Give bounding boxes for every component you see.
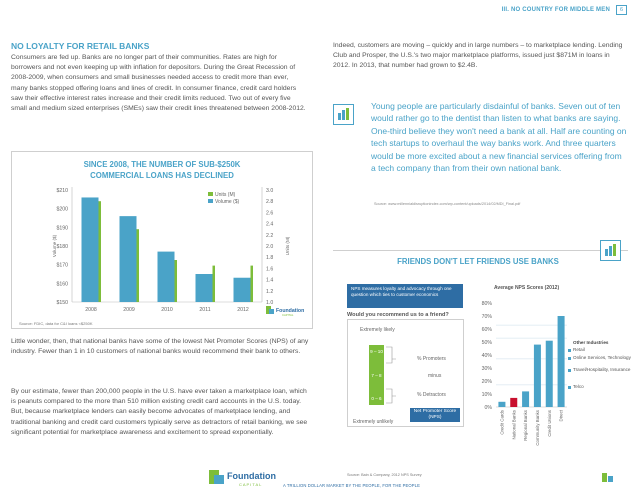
- band-promoters: 9 – 10: [370, 349, 383, 354]
- footer-logo: [209, 467, 276, 489]
- x-tick-label: Credit Cards: [499, 410, 505, 435]
- chart-brand-name: Foundation: [276, 308, 305, 314]
- friends-heading: FRIENDS DON'T LET FRIENDS USE BANKS: [397, 257, 559, 266]
- other-industries-label: Other Industries: [573, 340, 609, 345]
- x-tick-label: 2008: [85, 307, 97, 313]
- y-tick-label: 20%: [481, 379, 492, 385]
- extremely-likely-label: Extremely likely: [360, 327, 395, 333]
- volume-bar: [196, 274, 213, 302]
- y2-tick-label: 2.4: [266, 221, 274, 228]
- minus-label: minus: [428, 373, 442, 379]
- footer-brand-sub: CAPITAL: [239, 482, 263, 487]
- nps-question: Would you recommend us to a friend?: [347, 312, 449, 318]
- legend-volume-swatch: [208, 199, 213, 203]
- top-bar: [0, 0, 638, 22]
- x-tick-label: Credit Unions: [546, 410, 552, 437]
- extremely-unlikely-label: Extremely unlikely: [353, 419, 394, 425]
- units-bar: [137, 229, 140, 302]
- nps-bar-chart: [470, 283, 570, 463]
- nps-bar: [546, 341, 553, 407]
- nps-source: Source: Bain & Company, 2012 NPS Survey: [347, 473, 422, 477]
- y-axis-label: Volume ($): [52, 234, 57, 258]
- section-divider: [333, 250, 628, 251]
- ref-travel-label: Travel/Hospitality, Insurance: [568, 367, 631, 373]
- nps-bar: [522, 391, 529, 407]
- x-tick-label: Direct: [558, 410, 564, 422]
- y-tick-label: $180: [56, 244, 68, 250]
- y-tick-label: $170: [56, 262, 68, 269]
- legend-units-label: Units (M): [215, 192, 236, 198]
- nps-scale: [369, 345, 384, 405]
- nps-bar: [558, 316, 565, 407]
- detractors-label: % Detractors: [417, 392, 446, 398]
- y-tick-label: 80%: [481, 301, 492, 307]
- units-bar: [175, 260, 178, 302]
- y-tick-label: 0%: [484, 405, 492, 411]
- loans-chart-title-line1: SINCE 2008, THE NUMBER OF SUB-$250K: [83, 160, 241, 169]
- millennial-quote: Young people are particularly disdainful of banks. Seven out of ten would rather go to the dentist than listen to what banks are saying. One-third believe they won't need a bank at all. Half are counting on tech startups to overhaul the way banks work. And three quarters would be more excited about a new financial services offering from a tech company than from their own national bank.: [371, 101, 627, 174]
- y-tick-label: $200: [56, 206, 68, 213]
- page-number: 6: [616, 5, 627, 15]
- other-industries-legend: [568, 340, 631, 390]
- ref-telco-label: Telco: [568, 384, 631, 390]
- y-tick-label: 70%: [481, 314, 492, 320]
- y-tick-label: $210: [56, 188, 68, 194]
- section-heading: NO LOYALTY FOR RETAIL BANKS: [11, 41, 150, 51]
- y2-tick-label: 2.8: [266, 199, 274, 206]
- nps-bar: [534, 345, 541, 407]
- y2-tick-label: 2.0: [266, 244, 274, 250]
- quote-source: Source: www.millennialdisruptionindex.com/wp-content/uploads/2014/02/MDI_Final.pdf: [374, 202, 521, 206]
- volume-bar: [158, 252, 175, 302]
- y-tick-label: $160: [56, 281, 68, 288]
- x-tick-label: 2011: [199, 307, 211, 313]
- y2-tick-label: 3.0: [266, 188, 274, 194]
- nps-chart-title: Average NPS Scores (2012): [494, 285, 560, 291]
- y-tick-label: 10%: [481, 392, 492, 398]
- y-tick-label: 30%: [481, 366, 492, 372]
- y2-tick-label: 1.0: [266, 300, 274, 306]
- units-bar: [251, 266, 254, 302]
- chart-icon: [333, 104, 354, 125]
- y-tick-label: $150: [56, 300, 68, 306]
- y2-tick-label: 1.4: [266, 277, 274, 284]
- estimate-paragraph: By our estimate, fewer than 200,000 people in the U.S. have ever taken a marketplace loan, which is peanuts compared to the more than 510 million existing credit card accounts in the U.S. today. But, because marketplace lenders can easily become advocates of marketplace lending, and traditional banking and credit card customers typically serve as detractors of retail banking, we see significant potential for marketplace awareness and excitement to spread exponentially.: [11, 388, 308, 436]
- volume-bar: [234, 278, 251, 302]
- y2-tick-label: 1.6: [266, 266, 274, 273]
- y2-tick-label: 1.2: [266, 288, 274, 295]
- nps-score-abbr: (NPS): [428, 415, 442, 420]
- ref-retail-label: Retail: [568, 347, 631, 353]
- units-bar: [99, 201, 102, 302]
- y2-tick-label: 2.2: [266, 232, 274, 239]
- legend-units-swatch: [208, 192, 213, 196]
- x-tick-label: Regional Banks: [523, 410, 529, 441]
- band-detractors: 0 – 6: [371, 396, 382, 401]
- units-bar: [213, 266, 216, 302]
- chart-brand-sub: CAPITAL: [282, 313, 294, 317]
- footer-tagline: A TRILLION DOLLAR MARKET BY THE PEOPLE, FOR THE PEOPLE: [283, 483, 420, 488]
- x-tick-label: 2009: [123, 307, 135, 313]
- marketplace-paragraph: Indeed, customers are moving – quickly and in large numbers – to marketplace lending. Lending Club and Prosper, the U.S.'s two major marketplace platforms, issued just $871M in loans in 2012. In 2013, that number had grown to $2.4B.: [333, 42, 623, 70]
- x-tick-label: Community Banks: [534, 410, 540, 446]
- y2-axis-label: Units (M): [285, 236, 290, 256]
- volume-bar: [82, 197, 99, 302]
- footer-brand-name: Foundation: [227, 471, 276, 481]
- y-tick-label: 50%: [481, 340, 492, 346]
- foundation-logo-small: [600, 470, 618, 484]
- x-tick-label: National Banks: [511, 410, 517, 440]
- promoters-label: % Promoters: [417, 356, 446, 362]
- intro-paragraph: Consumers are fed up. Banks are no longer part of their communities. Rates are high for borrowers and not even keeping up with inflation for depositors. During the Great Recession of 2008-2009, when consumers and small businesses needed access to credit more than ever, many banks stopped offering loans and lines of credit. In consumer finance, credit card holders saw their effective interest rates increase and their credit limits reduced. Two out of every five small and medium sized enterprises (SMEs) saw their credit lines threatened between 2008-2012.: [11, 54, 306, 113]
- y-tick-label: $190: [56, 225, 68, 232]
- loans-chart-source: Source: FDIC, data for C&I loans <$250K: [19, 321, 93, 326]
- loans-chart-title-line2: COMMERCIAL LOANS HAS DECLINED: [90, 170, 234, 180]
- volume-bar: [120, 216, 137, 302]
- legend-volume-label: Volume ($): [215, 199, 240, 205]
- x-tick-label: 2012: [237, 307, 249, 313]
- band-passives: 7 – 8: [371, 373, 382, 378]
- nps-brackets: [384, 345, 414, 405]
- ref-online-label: Online Services, Technology: [568, 355, 631, 361]
- x-tick-label: 2010: [161, 307, 173, 313]
- nps-score-label: Net Promoter Score: [413, 409, 457, 414]
- y2-tick-label: 1.8: [266, 255, 274, 262]
- nps-bar: [510, 398, 517, 407]
- y-tick-label: 60%: [481, 327, 492, 333]
- brand-mark: [269, 309, 274, 314]
- nps-score-box: [410, 408, 460, 422]
- section-title: III. NO COUNTRY FOR MIDDLE MEN: [501, 7, 610, 13]
- loans-chart-panel: [11, 151, 313, 329]
- nps-bar: [498, 402, 505, 407]
- y-tick-label: 40%: [481, 353, 492, 359]
- nps-definition: NPS measures loyalty and advocacy through one question which ties to customer economics: [347, 284, 463, 308]
- y2-tick-label: 2.6: [266, 210, 274, 217]
- loans-bar-chart: [12, 152, 314, 330]
- nps-paragraph: Little wonder, then, that national banks have some of the lowest Net Promoter Scores (NPS) of any industry. Fewer than 1 in 10 customers of national banks would recommend their bank to others.: [11, 338, 309, 356]
